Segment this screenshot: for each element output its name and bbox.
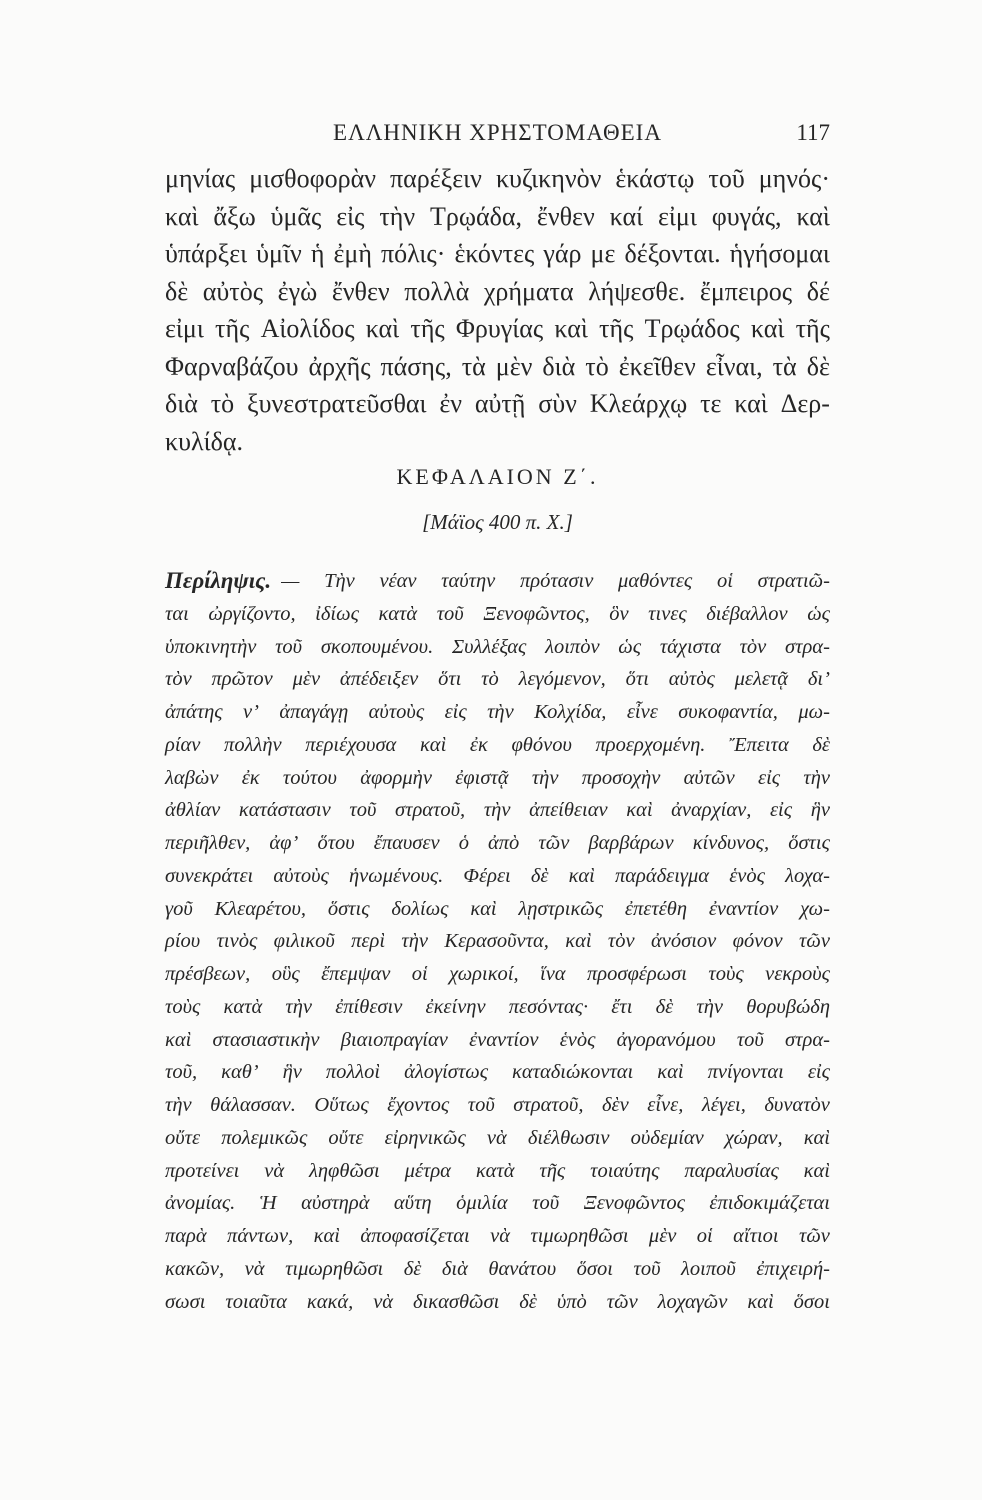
summary-line: καὶ στασιαστικὴν βιαιοπραγίαν ἐναντίον ἑνὸς ἀγορανόμου τοῦ στρα- [165, 1028, 830, 1051]
running-head: ΕΛΛΗΝΙΚΗ ΧΡΗΣΤΟΜΑΘΕΙΑ [333, 120, 662, 145]
page-header [165, 116, 830, 152]
date-line: [Μάϊος 400 π. Χ.] [422, 510, 573, 534]
body-text [165, 160, 830, 460]
summary-line: τὴν θάλασσαν. Οὕτως ἔχοντος τοῦ στρατοῦ, δὲν εἶνε, λέγει, δυνατὸν [165, 1094, 830, 1116]
summary-line: ἀνομίας. Ἡ αὐστηρὰ αὕτη ὁμιλία τοῦ Ξενοφῶντος ἐπιδοκιμάζεται [165, 1192, 830, 1215]
summary-label: Περίληψις. [165, 568, 272, 593]
text-line: μηνίας μισθοφορὰν παρέξειν κυζικηνὸν ἑκάστῳ τοῦ μηνός· [165, 164, 830, 193]
page-number: 117 [796, 120, 830, 145]
summary-block [165, 565, 830, 1318]
chapter-heading: ΚΕΦΑΛΑΙΟΝ Ζ΄. [396, 464, 599, 489]
summary-line: παρὰ πάντων, καὶ ἀποφασίζεται νὰ τιμωρηθῶσι μὲν οἱ αἴτιοι τῶν [165, 1225, 830, 1247]
summary-line [165, 565, 830, 598]
summary-line: κακῶν, νὰ τιμωρηθῶσι δὲ διὰ θανάτου ὅσοι τοῦ λοιποῦ ἐπιχειρή- [165, 1257, 830, 1280]
summary-line: προτείνει νὰ ληφθῶσι μέτρα κατὰ τῆς τοιαύτης παραλυσίας καὶ [165, 1159, 830, 1182]
summary-line: ἀπάτης ν’ ἀπαγάγῃ αὐτοὺς εἰς τὴν Κολχίδα, εἶνε συκοφαντία, μω- [165, 701, 830, 723]
summary-line: πρέσβεων, οὓς ἔπεμψαν οἱ χωρικοί, ἵνα προσφέρωσι τοὺς νεκροὺς [165, 963, 830, 985]
summary-line: τοὺς κατὰ τὴν ἐπίθεσιν ἐκείνην πεσόντας· ἔτι δὲ τὴν θορυβώδη [165, 995, 830, 1018]
summary-line: ται ὠργίζοντο, ἰδίως κατὰ τοῦ Ξενοφῶντος, ὃν τινες διέβαλλον ὡς [165, 602, 830, 625]
text-line: δὲ αὐτὸς ἐγὼ ἔνθεν πολλὰ χρήματα λήψεσθε. ἔμπειρος δέ [165, 276, 830, 306]
text-line: Φαρναβάζου ἀρχῆς πάσης, τὰ μὲν διὰ τὸ ἐκεῖθεν εἶναι, τὰ δὲ [165, 351, 830, 381]
summary-line: ὑποκινητὴν τοῦ σκοπουμένου. Συλλέξας λοιπὸν ὡς τάχιστα τὸν στρα- [165, 635, 830, 658]
summary-line: οὔτε πολεμικῶς οὔτε εἰρηνικῶς νὰ διέλθωσιν οὐδεμίαν χώραν, καὶ [165, 1126, 830, 1149]
text-line: εἰμι τῆς Αἰολίδος καὶ τῆς Φρυγίας καὶ τῆς Τρῳάδος καὶ τῆς [165, 314, 830, 343]
summary-line: ρίαν πολλὴν περιέχουσα καὶ ἐκ φθόνου προερχομένη. Ἔπειτα δὲ [165, 733, 830, 756]
summary-line: ρίου τινὸς φιλικοῦ περὶ τὴν Κερασοῦντα, καὶ τὸν ἀνόσιον φόνον τῶν [165, 930, 830, 953]
summary-line: τὸν πρῶτον μὲν ἀπέδειξεν ὅτι τὸ λεγόμενον, ὅτι αὐτὸς μελετᾷ δι’ [165, 668, 830, 691]
text-line: ὑπάρξει ὑμῖν ἡ ἐμὴ πόλις· ἑκόντες γάρ με δέξονται. ἡγήσομαι [165, 239, 830, 268]
text-line: διὰ τὸ ξυνεστρατεῦσθαι ἐν αὐτῇ σὺν Κλεάρχῳ τε καὶ Δερ- [165, 389, 830, 418]
summary-line: περιῆλθεν, ἀφ’ ὅτου ἔπαυσεν ὁ ἀπὸ τῶν βαρβάρων κίνδυνος, ὅστις [165, 832, 830, 854]
summary-line: σωσι τοιαῦτα κακά, νὰ δικασθῶσι δὲ ὑπὸ τῶν λοχαγῶν καὶ ὅσοι [165, 1290, 830, 1313]
text-line: καὶ ἄξω ὑμᾶς εἰς τὴν Τρῳάδα, ἔνθεν καί εἰμι φυγάς, καὶ [165, 201, 830, 231]
summary-line: τοῦ, καθ’ ἣν πολλοὶ ἀλογίστως καταδιώκονται καὶ πνίγονται εἰς [165, 1061, 830, 1084]
summary-line: ἀθλίαν κατάστασιν τοῦ στρατοῦ, τὴν ἀπείθειαν καὶ ἀναρχίαν, εἰς ἣν [165, 799, 830, 822]
text-line: κυλίδᾳ. [165, 426, 243, 456]
summary-line: συνεκράτει αὐτοὺς ἡνωμένους. Φέρει δὲ καὶ παράδειγμα ἑνὸς λοχα- [165, 864, 830, 887]
summary-text: — Τὴν νέαν ταύτην πρότασιν μαθόντες οἱ στρατιῶ- [281, 570, 830, 592]
summary-line: λαβὼν ἐκ τούτου ἀφορμὴν ἐφιστᾷ τὴν προσοχὴν αὐτῶν εἰς τὴν [165, 766, 830, 789]
summary-line: γοῦ Κλεαρέτου, ὅστις δολίως καὶ λῃστρικῶς ἐπετέθη ἐναντίον χω- [165, 897, 830, 920]
